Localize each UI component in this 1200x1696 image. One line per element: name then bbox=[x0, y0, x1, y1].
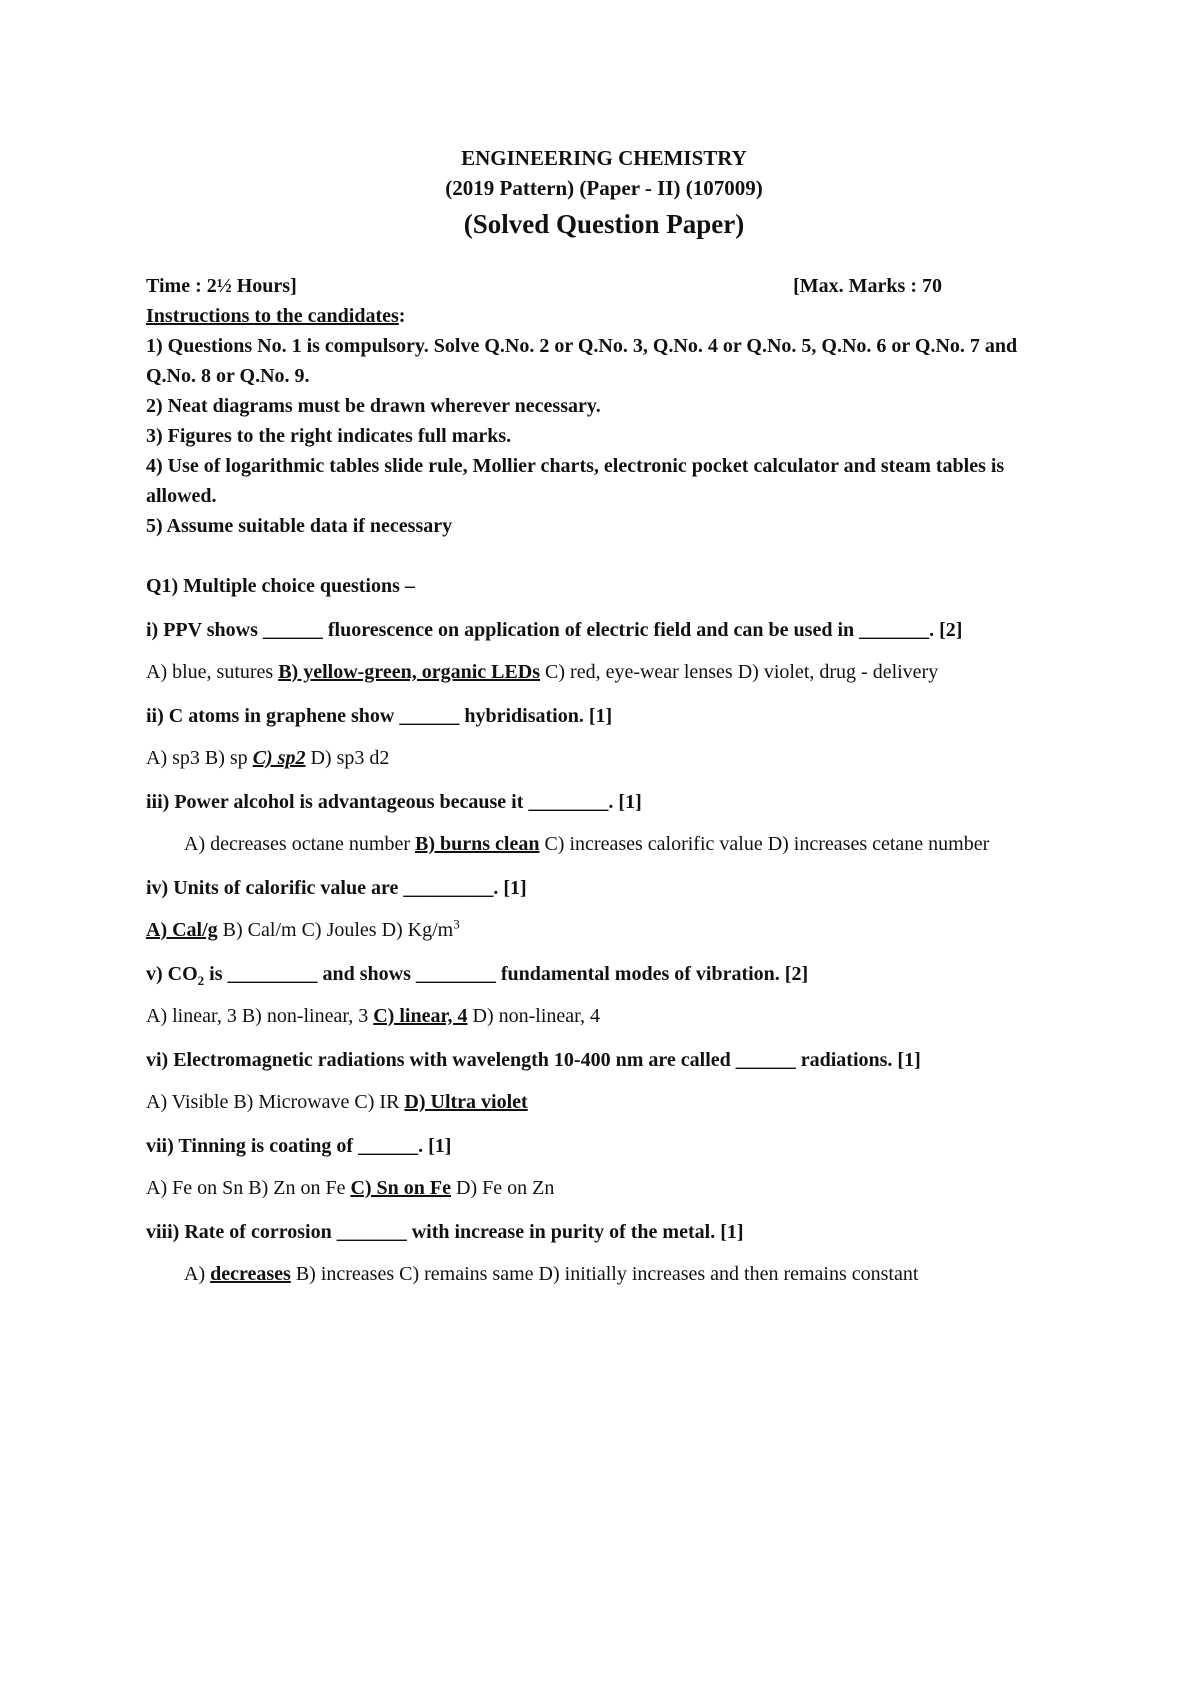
page-content bbox=[146, 143, 1062, 1289]
exam-max-marks: [Max. Marks : 70 bbox=[793, 275, 942, 297]
option: D) violet, drug - delivery bbox=[737, 661, 939, 683]
question-options bbox=[184, 1259, 1062, 1289]
option-correct: C) Sn on Fe bbox=[350, 1177, 452, 1199]
paper-header bbox=[146, 143, 1062, 243]
instructions-heading-colon: : bbox=[398, 305, 406, 327]
option: B) sp bbox=[204, 747, 248, 769]
question-options bbox=[146, 1173, 1062, 1203]
instruction-item: 5) Assume suitable data if necessary bbox=[146, 515, 453, 537]
instruction-item: 4) Use of logarithmic tables slide rule, Mollier charts, electronic pocket calculator and steam tables is allowed. bbox=[146, 455, 1005, 507]
question-text: iii) Power alcohol is advantageous because it ________. [1] bbox=[146, 791, 642, 813]
superscript: 3 bbox=[453, 916, 460, 932]
option: B) increases bbox=[295, 1263, 395, 1285]
option: B) Zn on Fe bbox=[248, 1177, 346, 1199]
question-options bbox=[146, 1001, 1062, 1031]
exam-time: Time : 2½ Hours] bbox=[146, 275, 297, 297]
question-options bbox=[146, 657, 1062, 687]
question-options bbox=[146, 1087, 1062, 1117]
option-prefix: A) bbox=[184, 1263, 211, 1285]
option-correct: decreases bbox=[210, 1263, 291, 1285]
option: C) red, eye-wear lenses bbox=[545, 661, 733, 683]
option: D) sp3 d2 bbox=[310, 747, 390, 769]
question-text: vii) Tinning is coating of ______. [1] bbox=[146, 1135, 452, 1157]
question-text: iv) Units of calorific value are _________. [1] bbox=[146, 877, 527, 899]
question-text: viii) Rate of corrosion _______ with increase in purity of the metal. [1] bbox=[146, 1221, 744, 1243]
option: C) increases calorific value bbox=[544, 833, 763, 855]
option: C) IR bbox=[354, 1091, 400, 1113]
question-text bbox=[146, 959, 1062, 989]
question-options bbox=[146, 915, 1062, 945]
paper-subtitle: (2019 Pattern) (Paper - II) (107009) bbox=[445, 176, 763, 200]
option: A) decreases octane number bbox=[184, 833, 410, 855]
exam-meta bbox=[146, 271, 1062, 301]
option: A) sp3 bbox=[146, 747, 200, 769]
question-text: ii) C atoms in graphene show ______ hybridisation. [1] bbox=[146, 705, 613, 727]
option: D) Fe on Zn bbox=[456, 1177, 555, 1199]
option-correct: A) Cal/g bbox=[146, 919, 218, 941]
option: A) Fe on Sn bbox=[146, 1177, 244, 1199]
q1-heading: Q1) Multiple choice questions – bbox=[146, 575, 415, 597]
option bbox=[381, 916, 460, 941]
option: B) Microwave bbox=[233, 1091, 350, 1113]
option: A) blue, sutures bbox=[146, 661, 274, 683]
paper-solved-label: (Solved Question Paper) bbox=[463, 209, 745, 239]
subscript: 2 bbox=[197, 973, 205, 988]
option-correct: B) burns clean bbox=[415, 833, 540, 855]
option: D) initially increases and then remains constant bbox=[538, 1263, 919, 1285]
question-text: vi) Electromagnetic radiations with wavelength 10-400 nm are called ______ radiations. [1] bbox=[146, 1049, 921, 1071]
option-text: D) Kg/m bbox=[381, 919, 454, 941]
option-correct: D) Ultra violet bbox=[404, 1091, 528, 1113]
option: A) Visible bbox=[146, 1091, 229, 1113]
option: B) non-linear, 3 bbox=[241, 1005, 369, 1027]
question-options bbox=[184, 829, 1062, 859]
option: D) non-linear, 4 bbox=[472, 1005, 600, 1027]
option: A) linear, 3 bbox=[146, 1005, 237, 1027]
question-text-part: is _________ and shows ________ fundamental modes of vibration. [2] bbox=[204, 963, 809, 985]
option-correct: C) sp2 bbox=[252, 747, 306, 769]
question-text-part: v) CO bbox=[146, 963, 198, 985]
option-correct: B) yellow-green, organic LEDs bbox=[278, 661, 541, 683]
question-text: i) PPV shows ______ fluorescence on application of electric field and can be used in _______. [2] bbox=[146, 619, 963, 641]
option: C) remains same bbox=[399, 1263, 534, 1285]
instructions-list bbox=[146, 331, 1062, 541]
instructions-heading-text: Instructions to the candidates bbox=[146, 305, 399, 327]
option: C) Joules bbox=[301, 919, 377, 941]
option: B) Cal/m bbox=[222, 919, 297, 941]
instruction-item: 2) Neat diagrams must be drawn wherever necessary. bbox=[146, 395, 601, 417]
instructions-heading bbox=[146, 301, 1062, 331]
option: D) increases cetane number bbox=[767, 833, 990, 855]
instructions-block bbox=[146, 301, 1062, 541]
instruction-item: 3) Figures to the right indicates full marks. bbox=[146, 425, 512, 447]
question-options bbox=[146, 743, 1062, 773]
option-correct: C) linear, 4 bbox=[373, 1005, 468, 1027]
paper-title: ENGINEERING CHEMISTRY bbox=[461, 146, 747, 170]
instruction-item: 1) Questions No. 1 is compulsory. Solve Q.No. 2 or Q.No. 3, Q.No. 4 or Q.No. 5, Q.No. 6 or Q.No. 7 and Q.No. 8 or Q.No. 9. bbox=[146, 335, 1018, 387]
